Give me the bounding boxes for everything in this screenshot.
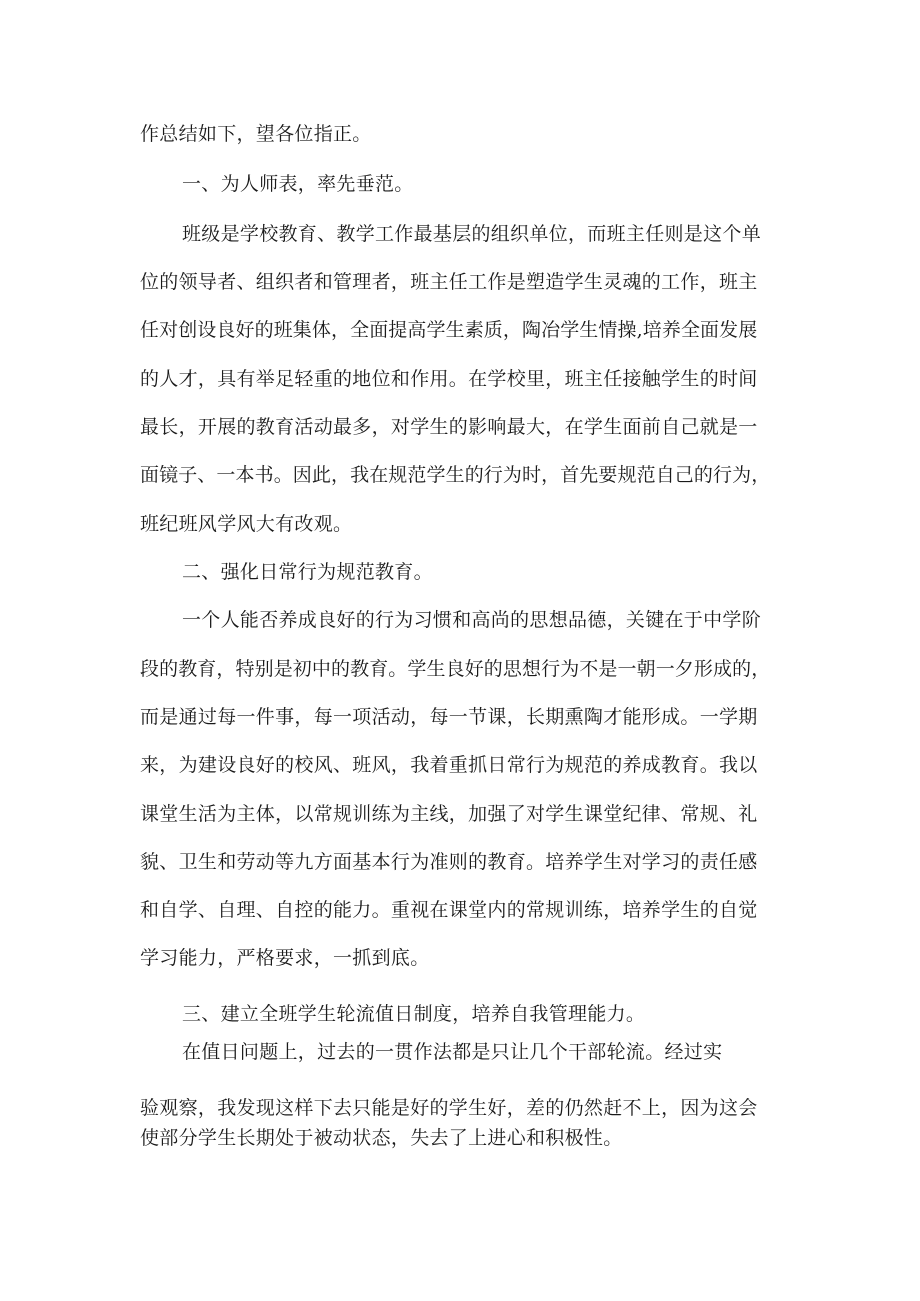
section-heading-1: 一、为人师表，率先垂范。 (182, 173, 414, 195)
text-line-continuation: 作总结如下，望各位指正。 (140, 123, 372, 145)
paragraph-3-line: 在值日问题上，过去的一贯作法都是只让几个干部轮流。经过实 (182, 1041, 723, 1063)
paragraph-3-line: 使部分学生长期处于被动状态，失去了上进心和积极性。 (140, 1127, 623, 1149)
paragraph-3-line: 验观察，我发现这样下去只能是好的学生好，差的仍然赶不上，因为这会 (140, 1097, 758, 1119)
paragraph-2-line: 一个人能否养成良好的行为习惯和高尚的思想品德，关键在于中学阶 (182, 609, 762, 631)
paragraph-1-line: 面镜子、一本书。因此，我在规范学生的行为时，首先要规范自己的行为， (140, 464, 771, 486)
paragraph-2-line: 和自学、自理、自控的能力。重视在课堂内的常规训练，培养学生的自觉 (140, 899, 758, 921)
paragraph-1-line: 任对创设良好的班集体，全面提高学生素质，陶冶学生情操,培养全面发展 (140, 319, 758, 341)
paragraph-2-line: 而是通过每一件事，每一项活动，每一节课，长期熏陶才能形成。一学期 (140, 706, 758, 728)
paragraph-2-line: 课堂生活为主体，以常规训练为主线，加强了对学生课堂纪律、常规、礼 (140, 803, 758, 825)
paragraph-2-line: 貌、卫生和劳动等九方面基本行为准则的教育。培养学生对学习的责任感 (140, 851, 758, 873)
paragraph-1-line: 班级是学校教育、教学工作最基层的组织单位，而班主任则是这个单 (182, 223, 762, 245)
paragraph-2-line: 来，为建设良好的校风、班风，我着重抓日常行为规范的养成教育。我以 (140, 754, 758, 776)
section-heading-2: 二、强化日常行为规范教育。 (182, 561, 433, 583)
paragraph-1-line: 班纪班风学风大有改观。 (140, 513, 353, 535)
paragraph-1-line: 的人才，具有举足轻重的地位和作用。在学校里，班主任接触学生的时间 (140, 368, 758, 390)
paragraph-1-line: 位的领导者、组织者和管理者，班主任工作是塑造学生灵魂的工作，班主 (140, 271, 758, 293)
paragraph-1-line: 最长，开展的教育活动最多，对学生的影响最大，在学生面前自己就是一 (140, 416, 758, 438)
section-heading-3: 三、建立全班学生轮流值日制度，培养自我管理能力。 (182, 1003, 646, 1025)
paragraph-2-line: 段的教育，特别是初中的教育。学生良好的思想行为不是一朝一夕形成的， (140, 658, 771, 680)
paragraph-2-line: 学习能力，严格要求，一抓到底。 (140, 947, 430, 969)
